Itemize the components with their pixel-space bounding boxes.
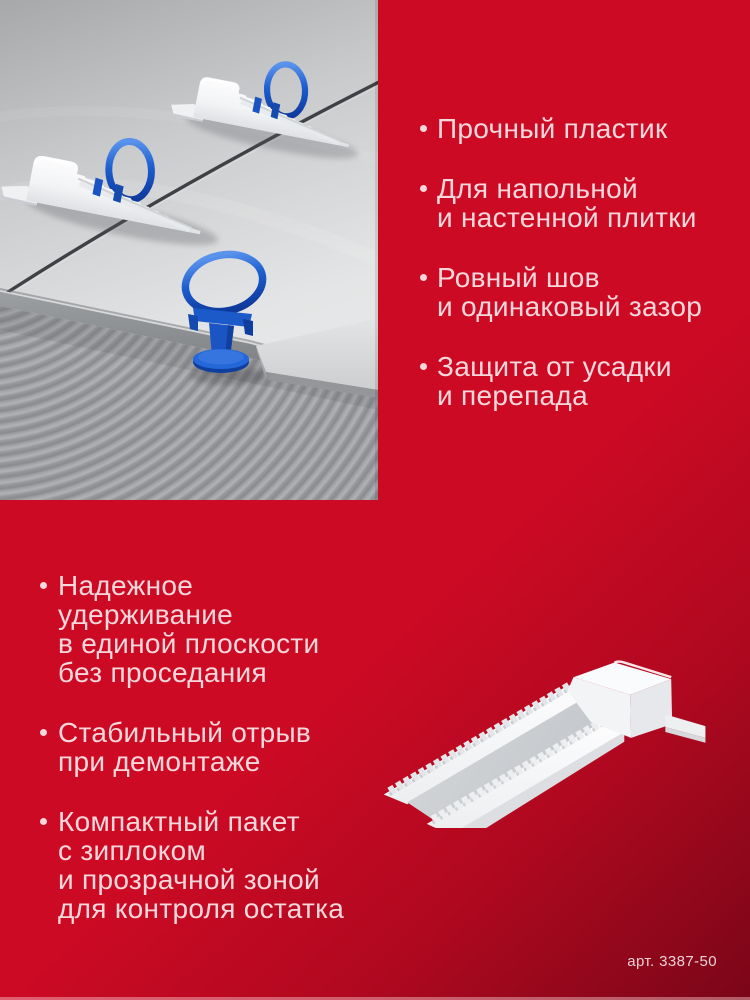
features-list-top bbox=[420, 114, 740, 441]
feature-item: Компактный пакет с зиплоком и прозрачной зоной для контроля остатка bbox=[40, 807, 370, 923]
bullet-dot bbox=[40, 729, 47, 736]
bullet-dot bbox=[420, 363, 427, 370]
feature-item: Для напольной и настенной плитки bbox=[420, 174, 740, 232]
feature-item: Защита от усадки и перепада bbox=[420, 352, 740, 410]
sku-label: арт. 3387-50 bbox=[627, 953, 717, 970]
feature-item: Надежное удерживание в единой плоскости без проседания bbox=[40, 571, 370, 687]
bullet-dot bbox=[420, 125, 427, 132]
features-list-bottom bbox=[40, 571, 370, 954]
wedge-render-image bbox=[372, 632, 724, 828]
bullet-dot bbox=[420, 274, 427, 281]
bullet-dot bbox=[40, 582, 47, 589]
feature-item: Ровный шов и одинаковый зазор bbox=[420, 263, 740, 321]
feature-item: Стабильный отрыв при демонтаже bbox=[40, 718, 370, 776]
bullet-dot bbox=[420, 185, 427, 192]
feature-item: Прочный пластик bbox=[420, 114, 740, 143]
product-photo bbox=[0, 0, 378, 500]
bullet-dot bbox=[40, 818, 47, 825]
